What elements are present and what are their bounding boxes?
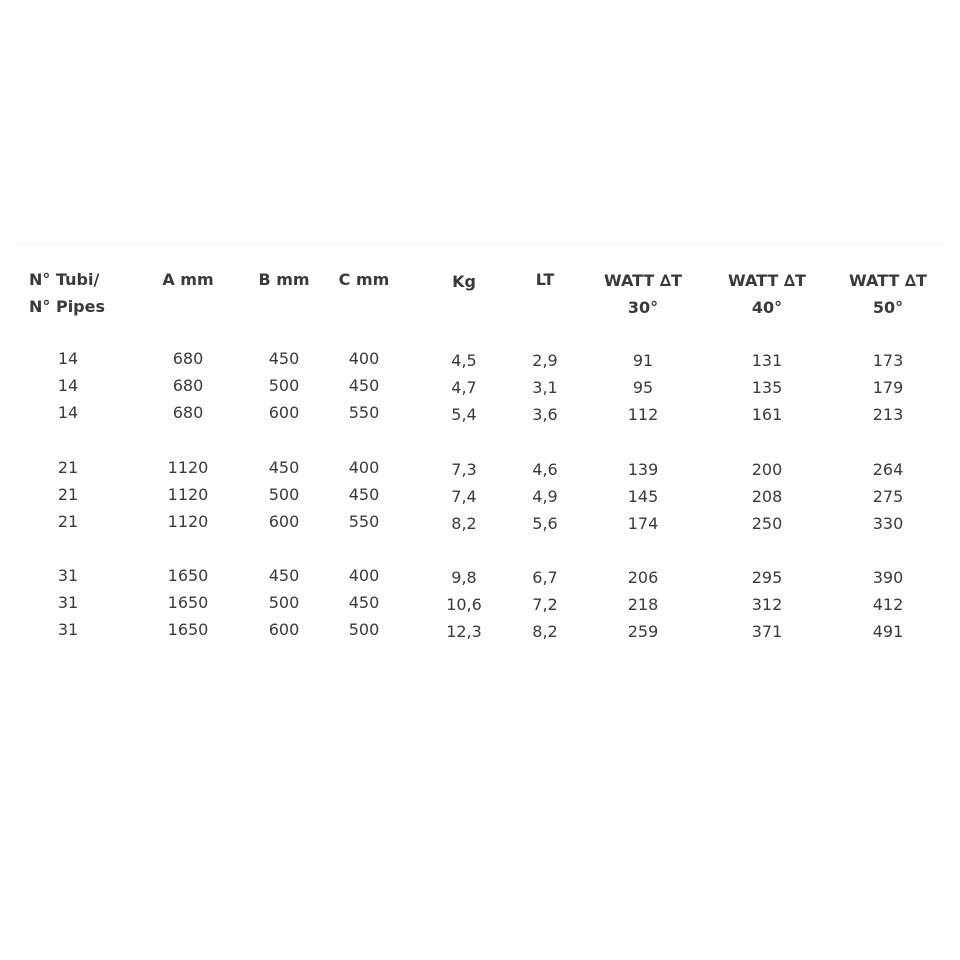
cell-watt-50: 179 xyxy=(872,378,904,397)
cell-kg: 9,8 xyxy=(451,568,477,587)
cell-c-mm: 500 xyxy=(348,620,380,639)
cell-watt-50: 275 xyxy=(872,487,904,506)
cell-lt: 5,6 xyxy=(532,514,558,533)
cell-a-mm: 1120 xyxy=(167,485,209,504)
cell-watt-50: 264 xyxy=(872,460,904,479)
cell-watt-30: 206 xyxy=(627,568,659,587)
cell-watt-40: 208 xyxy=(751,487,783,506)
cell-c-mm: 550 xyxy=(348,512,380,531)
cell-a-mm: 680 xyxy=(172,403,204,422)
header-c xyxy=(324,266,404,293)
cell-c-mm: 400 xyxy=(348,349,380,368)
cell-kg: 5,4 xyxy=(451,405,477,424)
header-lt xyxy=(505,266,585,293)
cell-watt-30: 139 xyxy=(627,460,659,479)
header-watt-50 xyxy=(838,267,938,321)
cell-tubes: 31 xyxy=(57,593,79,612)
table-row xyxy=(0,454,960,481)
cell-watt-30: 95 xyxy=(632,378,654,397)
cell-lt: 2,9 xyxy=(532,351,558,370)
cell-watt-40: 250 xyxy=(751,514,783,533)
cell-b-mm: 450 xyxy=(268,566,300,585)
cell-kg: 4,7 xyxy=(451,378,477,397)
cell-a-mm: 680 xyxy=(172,376,204,395)
table-row xyxy=(0,372,960,399)
cell-kg: 7,3 xyxy=(451,460,477,479)
header-b xyxy=(244,266,324,293)
cell-tubes: 21 xyxy=(57,512,79,531)
table-row xyxy=(0,508,960,535)
cell-c-mm: 400 xyxy=(348,458,380,477)
cell-watt-30: 259 xyxy=(627,622,659,641)
cell-b-mm: 500 xyxy=(268,376,300,395)
cell-c-mm: 400 xyxy=(348,566,380,585)
cell-b-mm: 450 xyxy=(268,349,300,368)
header-a-line1: A mm xyxy=(162,270,214,289)
cell-lt: 4,6 xyxy=(532,460,558,479)
cell-c-mm: 550 xyxy=(348,403,380,422)
cell-kg: 8,2 xyxy=(451,514,477,533)
cell-watt-40: 161 xyxy=(751,405,783,424)
cell-watt-50: 173 xyxy=(872,351,904,370)
cell-lt: 6,7 xyxy=(532,568,558,587)
header-tubes xyxy=(29,266,105,320)
cell-tubes: 14 xyxy=(57,349,79,368)
cell-tubes: 31 xyxy=(57,620,79,639)
cell-lt: 7,2 xyxy=(532,595,558,614)
cell-watt-50: 491 xyxy=(872,622,904,641)
table-row xyxy=(0,562,960,589)
table-row xyxy=(0,345,960,372)
header-watt-40-line2: 40° xyxy=(751,298,783,317)
header-watt-30 xyxy=(593,267,693,321)
cell-tubes: 21 xyxy=(57,458,79,477)
header-tubes-line1: N° Tubi/ xyxy=(29,270,100,289)
cell-watt-30: 174 xyxy=(627,514,659,533)
cell-a-mm: 1120 xyxy=(167,512,209,531)
cell-watt-40: 131 xyxy=(751,351,783,370)
table-row xyxy=(0,616,960,643)
cell-kg: 12,3 xyxy=(446,622,482,641)
cell-watt-40: 312 xyxy=(751,595,783,614)
cell-watt-40: 295 xyxy=(751,568,783,587)
cell-watt-50: 390 xyxy=(872,568,904,587)
table-row xyxy=(0,589,960,616)
header-watt-50-line2: 50° xyxy=(872,298,904,317)
header-watt-30-line1: WATT ∆T xyxy=(604,271,682,290)
top-divider xyxy=(18,243,942,244)
cell-b-mm: 600 xyxy=(268,512,300,531)
header-lt-line1: LT xyxy=(535,270,555,289)
cell-lt: 3,1 xyxy=(532,378,558,397)
cell-kg: 4,5 xyxy=(451,351,477,370)
header-watt-30-line2: 30° xyxy=(627,298,659,317)
table-row xyxy=(0,399,960,426)
cell-kg: 10,6 xyxy=(446,595,482,614)
cell-a-mm: 1650 xyxy=(167,593,209,612)
cell-watt-30: 91 xyxy=(632,351,654,370)
cell-tubes: 31 xyxy=(57,566,79,585)
cell-tubes: 14 xyxy=(57,376,79,395)
cell-b-mm: 500 xyxy=(268,593,300,612)
cell-b-mm: 600 xyxy=(268,620,300,639)
cell-lt: 8,2 xyxy=(532,622,558,641)
cell-b-mm: 600 xyxy=(268,403,300,422)
table-row xyxy=(0,481,960,508)
header-kg-line1: Kg xyxy=(452,272,476,291)
header-kg xyxy=(424,268,504,295)
cell-c-mm: 450 xyxy=(348,593,380,612)
header-watt-40 xyxy=(717,267,817,321)
header-tubes-line2: N° Pipes xyxy=(29,297,105,316)
header-watt-50-line1: WATT ∆T xyxy=(849,271,927,290)
header-a xyxy=(148,266,228,293)
cell-watt-30: 112 xyxy=(627,405,659,424)
cell-b-mm: 500 xyxy=(268,485,300,504)
cell-b-mm: 450 xyxy=(268,458,300,477)
cell-watt-30: 145 xyxy=(627,487,659,506)
cell-tubes: 21 xyxy=(57,485,79,504)
cell-watt-40: 371 xyxy=(751,622,783,641)
cell-a-mm: 1650 xyxy=(167,620,209,639)
cell-watt-50: 412 xyxy=(872,595,904,614)
cell-a-mm: 680 xyxy=(172,349,204,368)
cell-kg: 7,4 xyxy=(451,487,477,506)
header-b-line1: B mm xyxy=(258,270,310,289)
cell-tubes: 14 xyxy=(57,403,79,422)
cell-a-mm: 1650 xyxy=(167,566,209,585)
cell-watt-50: 330 xyxy=(872,514,904,533)
cell-watt-40: 200 xyxy=(751,460,783,479)
cell-c-mm: 450 xyxy=(348,376,380,395)
cell-a-mm: 1120 xyxy=(167,458,209,477)
cell-c-mm: 450 xyxy=(348,485,380,504)
header-c-line1: C mm xyxy=(338,270,390,289)
cell-watt-30: 218 xyxy=(627,595,659,614)
cell-lt: 4,9 xyxy=(532,487,558,506)
cell-lt: 3,6 xyxy=(532,405,558,424)
header-watt-40-line1: WATT ∆T xyxy=(728,271,806,290)
cell-watt-40: 135 xyxy=(751,378,783,397)
cell-watt-50: 213 xyxy=(872,405,904,424)
